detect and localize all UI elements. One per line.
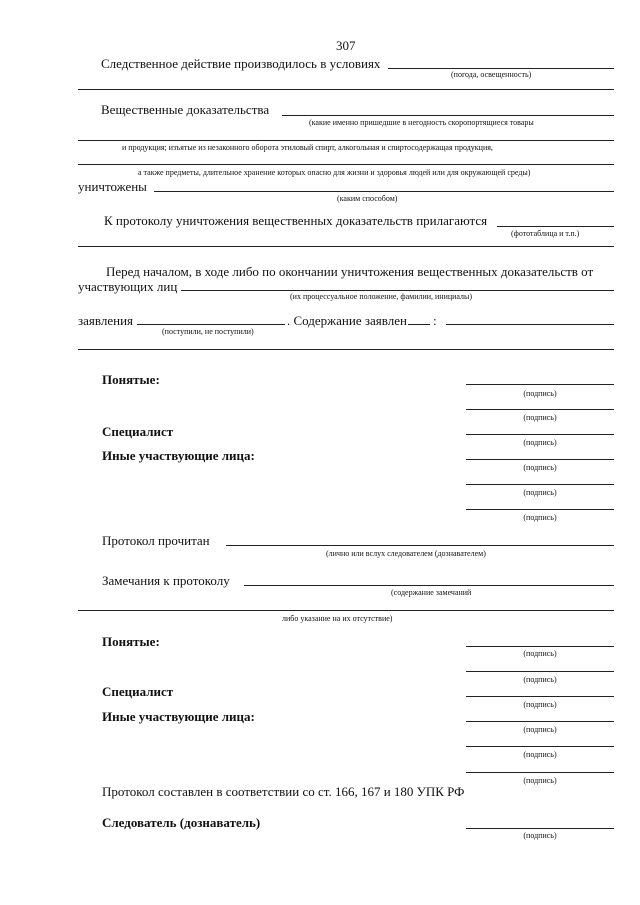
- witnesses-label: Понятые:: [102, 634, 160, 649]
- signature-line[interactable]: [466, 746, 614, 747]
- remarks-line-2[interactable]: [78, 610, 614, 611]
- statements-colon: :: [433, 313, 437, 328]
- others-label: Иные участвующие лица:: [102, 448, 255, 463]
- others-label: Иные участвующие лица:: [102, 709, 255, 724]
- signature-line[interactable]: [466, 434, 614, 435]
- conditions-line-2[interactable]: [78, 89, 614, 90]
- evidence-label: Вещественные доказательства: [101, 102, 270, 117]
- statements-content-label: . Содержание заявлен: [287, 313, 407, 328]
- signature-line[interactable]: [466, 459, 614, 460]
- statements-label: заявления: [78, 313, 134, 328]
- signature-hint: (подпись): [523, 725, 557, 734]
- signature-hint: (подпись): [523, 389, 557, 398]
- signature-hint: (подпись): [523, 649, 557, 658]
- signature-line[interactable]: [466, 384, 614, 385]
- received-line[interactable]: [137, 324, 285, 325]
- page-number: 307: [336, 38, 356, 53]
- statements-line-2: участвующих лиц: [78, 279, 178, 294]
- signature-line[interactable]: [466, 772, 614, 773]
- persons-line[interactable]: [181, 290, 614, 291]
- signature-line[interactable]: [466, 696, 614, 697]
- investigator-label: Следователь (дознаватель): [102, 815, 261, 830]
- signature-hint: (подпись): [523, 513, 557, 522]
- remarks-line[interactable]: [244, 585, 614, 586]
- statements-line-3[interactable]: [78, 349, 614, 350]
- destroyed-line[interactable]: [154, 191, 614, 192]
- specialist-label: Специалист: [102, 424, 174, 439]
- signature-line[interactable]: [466, 671, 614, 672]
- attachments-hint: (фототаблица и т.п.): [511, 229, 580, 238]
- signature-line[interactable]: [466, 484, 614, 485]
- investigator-signature-line[interactable]: [466, 828, 614, 829]
- evidence-hint-1: (какие именно пришедшие в негодность скоропортящиеся товары: [309, 118, 534, 127]
- witnesses-label: Понятые:: [102, 372, 160, 387]
- remarks-label: Замечания к протоколу: [102, 573, 230, 588]
- signature-line[interactable]: [466, 721, 614, 722]
- attachments-label: К протоколу уничтожения вещественных доказательств прилагаются: [104, 213, 488, 228]
- signature-hint: (подпись): [523, 463, 557, 472]
- conditions-label: Следственное действие производилось в условиях: [101, 56, 381, 71]
- signature-hint: (подпись): [523, 675, 557, 684]
- remarks-hint-2: либо указание на их отсутствие): [282, 614, 393, 623]
- destroyed-hint: (каким способом): [337, 194, 398, 203]
- destroyed-label: уничтожены: [78, 179, 147, 194]
- conditions-hint: (погода, освещенность): [451, 70, 532, 79]
- signature-hint: (подпись): [523, 776, 557, 785]
- read-hint: (лично или вслух следователем (дознавателем): [326, 549, 486, 558]
- signature-hint: (подпись): [523, 438, 557, 447]
- read-label: Протокол прочитан: [102, 533, 210, 548]
- persons-hint: (их процессуальное положение, фамилии, инициалы): [290, 292, 473, 301]
- statements-ending-line[interactable]: [408, 324, 430, 325]
- attachments-line-2[interactable]: [78, 246, 614, 247]
- conditions-line[interactable]: [388, 68, 614, 69]
- evidence-line-3[interactable]: [78, 164, 614, 165]
- evidence-line[interactable]: [282, 115, 614, 116]
- evidence-hint-2: и продукция; изъятые из незаконного оборота этиловый спирт, алкогольная и спиртосодержащая продукция,: [122, 143, 493, 152]
- received-hint: (поступили, не поступили): [162, 327, 254, 336]
- signature-hint: (подпись): [523, 700, 557, 709]
- signature-line[interactable]: [466, 509, 614, 510]
- specialist-label: Специалист: [102, 684, 174, 699]
- remarks-hint-1: (содержание замечаний: [391, 588, 472, 597]
- signature-line[interactable]: [466, 646, 614, 647]
- signature-hint: (подпись): [523, 488, 557, 497]
- statements-content-line[interactable]: [446, 324, 614, 325]
- signature-line[interactable]: [466, 409, 614, 410]
- read-line[interactable]: [226, 545, 614, 546]
- investigator-signature-hint: (подпись): [523, 831, 557, 840]
- evidence-hint-3: а также предметы, длительное хранение которых опасно для жизни и здоровья людей или для окружающей среды): [138, 168, 531, 177]
- protocol-basis: Протокол составлен в соответствии со ст. 166, 167 и 180 УПК РФ: [102, 784, 465, 799]
- signature-hint: (подпись): [523, 413, 557, 422]
- signature-hint: (подпись): [523, 750, 557, 759]
- attachments-line[interactable]: [497, 226, 614, 227]
- evidence-line-2[interactable]: [78, 140, 614, 141]
- statements-line-1: Перед началом, в ходе либо по окончании уничтожения вещественных доказательств от: [106, 264, 594, 279]
